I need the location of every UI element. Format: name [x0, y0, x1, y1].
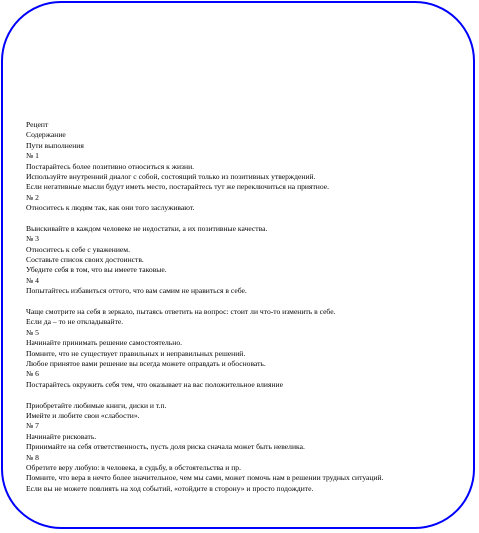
document-body: [26, 120, 466, 494]
step-line: Составьте список своих достоинств.: [26, 255, 144, 265]
document-title: Рецепт: [26, 120, 49, 129]
step-number: № 4: [26, 275, 39, 285]
step-line: Если негативные мысли будут иметь место, постарайтесь тут же переключиться на приятное.: [26, 182, 330, 192]
step-number: № 5: [26, 327, 39, 337]
step-line: Постарайтесь окружить себя тем, что оказывает на вас положительное влияние: [26, 379, 283, 389]
step-number: № 1: [26, 151, 39, 161]
steps-list: [26, 151, 466, 494]
blank-line: [26, 390, 466, 400]
step-number: № 8: [26, 452, 39, 462]
blank-line: [26, 214, 466, 224]
blank-line: [26, 297, 466, 307]
step-line: Помните, что вера в нечто более значительное, чем мы сами, может помочь нам в решении трудных ситуаций.: [26, 473, 384, 483]
step-line: Любое принятое вами решение вы всегда можете оправдать и обосновать.: [26, 358, 266, 368]
step-line: Если да – то не откладывайте.: [26, 317, 124, 327]
step-line: Приобретайте любимые книги, диски и т.п.: [26, 400, 167, 410]
step-line: Помните, что не существует правильных и неправильных решений.: [26, 348, 246, 358]
step-line: Если вы не можете повлиять на ход событий, «отойдите в сторону» и просто подождите.: [26, 483, 314, 493]
step-line: Чаще смотрите на себя в зеркало, пытаясь ответить на вопрос: стоит ли что-то изменить в себе.: [26, 307, 336, 317]
step-line: Начинайте рисковать.: [26, 431, 97, 441]
step-number: № 7: [26, 421, 39, 431]
step-line: Принимайте на себя ответственность, пусть доля риска сначала может быть невелика.: [26, 442, 305, 452]
step-number: № 3: [26, 234, 39, 244]
step-line: Начинайте принимать решение самостоятельно.: [26, 338, 183, 348]
step-line: Постарайтесь более позитивно относиться к жизни.: [26, 161, 195, 171]
contents-label: Содержание: [26, 130, 66, 140]
step-line: Относитесь к людям так, как они того заслуживают.: [26, 203, 195, 213]
step-line: Относитесь к себе с уважением.: [26, 244, 130, 254]
step-line: Попытайтесь избавиться оттого, что вам самим не нравиться в себе.: [26, 286, 247, 296]
step-line: Имейте и любите свои «слабости».: [26, 410, 140, 420]
step-line: Выискивайте в каждом человеке не недостатки, а их позитивные качества.: [26, 223, 268, 233]
step-line: Используйте внутренний диалог с собой, состоящий только из позитивных утверждений.: [26, 171, 316, 181]
section-title: Пути выполнения: [26, 140, 84, 150]
step-number: № 6: [26, 369, 39, 379]
step-line: Убедите себя в том, что вы имеете таковые.: [26, 265, 167, 275]
step-line: Обретите веру любую: в человека, в судьбу, в обстоятельства и пр.: [26, 462, 242, 472]
step-number: № 2: [26, 192, 39, 202]
